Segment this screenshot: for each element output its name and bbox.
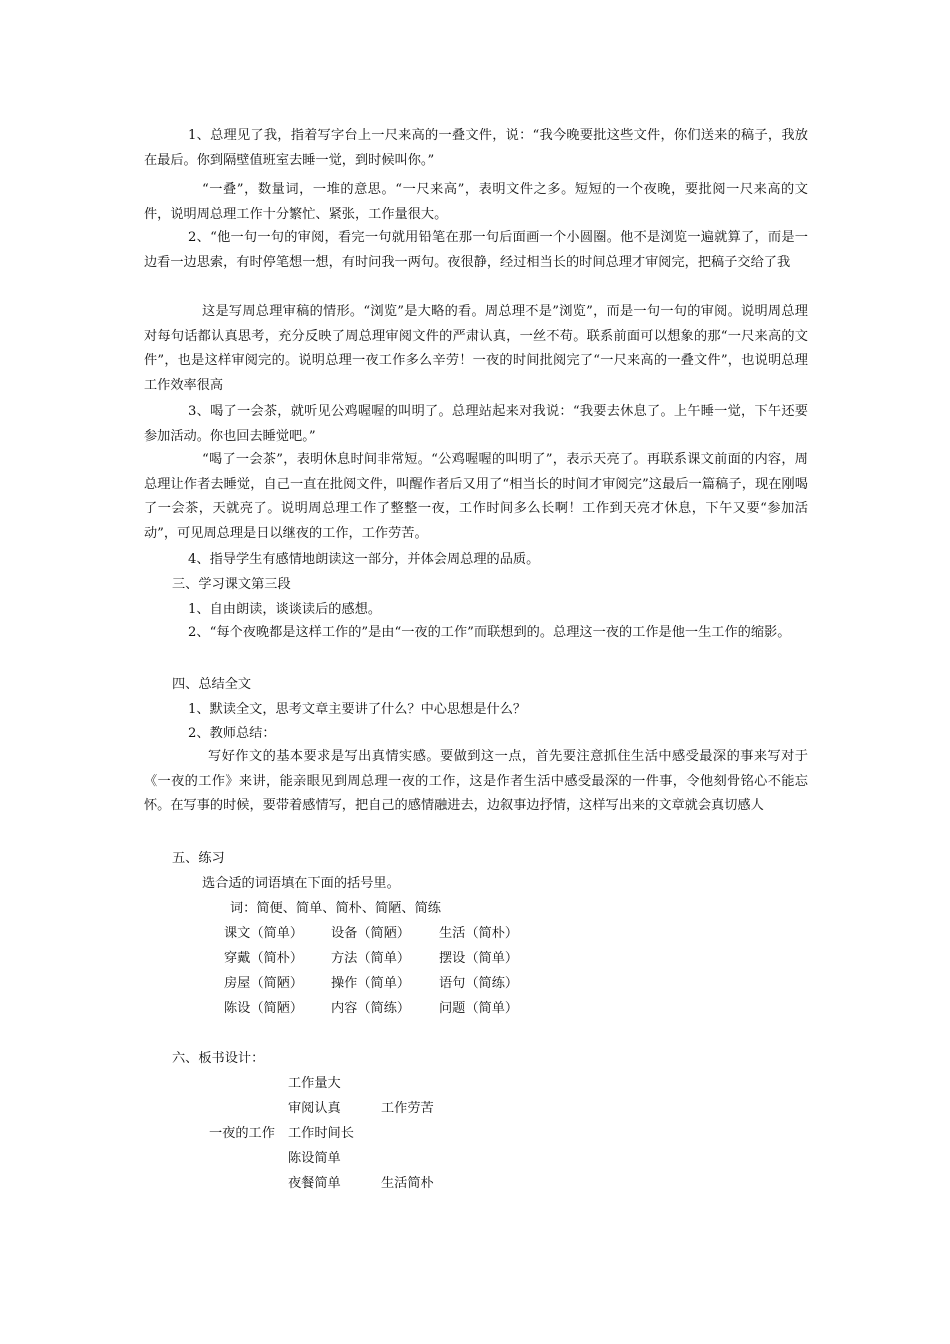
board-item: 陈设简单 bbox=[288, 1151, 341, 1166]
paragraph-point-3: 3、喝了一会茶，就听见公鸡喔喔的叫明了。总理站起来对我说：“我要去休息了。上午睡一觉，下午还要参加活动。你也回去睡觉吧。” bbox=[144, 404, 808, 444]
paragraph-point-1: 1、总理见了我，指着写字台上一尺来高的一叠文件，说：“我今晚要批这些文件，你们送来的稿子，我放在最后。你到隔壁值班室去睡一觉，到时候叫你。” bbox=[144, 128, 808, 168]
exercise-item: 方法（简单） bbox=[331, 951, 411, 966]
board-item: 工作量大 bbox=[288, 1076, 341, 1091]
paragraph-point-2: 2、“他一句一句的审阅，看完一句就用铅笔在那一句后面画一个小圆圈。他不是浏览一遍就算了，而是一边看一边思索，有时停笔想一想，有时问我一两句。夜很静，经过相当长的时间总理才审阅完，把稿子交给了我 bbox=[144, 230, 808, 270]
exercise-item: 操作（简单） bbox=[331, 976, 411, 991]
list-item: 2、教师总结： bbox=[188, 726, 276, 741]
board-item: 审阅认真 bbox=[288, 1101, 341, 1116]
exercise-item: 设备（简陋） bbox=[331, 926, 411, 941]
board-item: 工作时间长 bbox=[288, 1126, 354, 1141]
section-heading-6: 六、板书设计： bbox=[172, 1051, 265, 1066]
exercise-item: 陈设（简陋） bbox=[224, 1001, 304, 1016]
paragraph-teacher-summary: 写好作文的基本要求是写出真情实感。要做到这一点，首先要注意抓住生活中感受最深的事来写对于《一夜的工作》来讲，能亲眼见到周总理一夜的工作，这是作者生活中感受最深的一件事，令他刻骨铭心不能忘怀。在写事的时候，要带着感情写，把自己的感情融进去，边叙事边抒情，这样写出来的文章就会真切感人 bbox=[144, 749, 808, 814]
board-item: 生活简朴 bbox=[381, 1176, 434, 1191]
paragraph-analysis-2: 这是写周总理审稿的情形。“浏览”是大略的看。周总理不是”浏览”，而是一句一句的审阅。说明周总理对每句话都认真思考，充分反映了周总理审阅文件的严肃认真，一丝不苟。联系前面可以想象的那“一尺来高的文件”，也是这样审阅完的。说明总理一夜工作多么辛劳！一夜的时间批阅完了“一尺来高的一叠文件”，也说明总理工作效率很高 bbox=[144, 304, 808, 393]
board-item: 夜餐简单 bbox=[288, 1176, 341, 1191]
section-heading-4: 四、总结全文 bbox=[172, 677, 252, 692]
paragraph-analysis-1: “一叠”，数量词，一堆的意思。“一尺来高”，表明文件之多。短短的一个夜晚，要批阅一尺来高的文件，说明周总理工作十分繁忙、紧张，工作量很大。 bbox=[144, 182, 808, 222]
list-item: 1、默读全文，思考文章主要讲了什么？中心思想是什么？ bbox=[188, 702, 527, 717]
exercise-item: 课文（简单） bbox=[224, 926, 304, 941]
paragraph-point-4: 4、指导学生有感情地朗读这一部分，并体会周总理的品质。 bbox=[188, 552, 540, 567]
board-item: 工作劳苦 bbox=[381, 1101, 434, 1116]
section-heading-3: 三、学习课文第三段 bbox=[172, 577, 291, 592]
exercise-word-bank: 词：简便、简单、简朴、简陋、简练 bbox=[230, 901, 441, 916]
list-item: 1、自由朗读，谈谈读后的感想。 bbox=[188, 602, 382, 617]
exercise-item: 内容（简练） bbox=[331, 1001, 411, 1016]
section-heading-5: 五、练习 bbox=[172, 851, 225, 866]
paragraph-analysis-3: “喝了一会茶”，表明休息时间非常短。“公鸡喔喔的叫明了”，表示天亮了。再联系课文前面的内容，周总理让作者去睡觉，自己一直在批阅文件，叫醒作者后又用了“相当长的时间才审阅完”这最后一篇稿子，现在刚喝了一会茶，天就亮了。说明周总理工作了整整一夜，工作时间多么长啊！工作到天亮才休息，下午又要“参加活动”，可见周总理是日以继夜的工作，工作劳苦。 bbox=[144, 452, 808, 541]
paragraph-point-s3-2: 2、“每个夜晚都是这样工作的”是由“一夜的工作”而联想到的。总理这一夜的工作是他一生工作的缩影。 bbox=[188, 625, 791, 640]
exercise-item: 摆设（简单） bbox=[439, 951, 519, 966]
exercise-instruction: 选合适的词语填在下面的括号里。 bbox=[202, 876, 400, 891]
exercise-item: 问题（简单） bbox=[439, 1001, 519, 1016]
board-title: 一夜的工作 bbox=[209, 1126, 275, 1141]
exercise-item: 生活（简朴） bbox=[439, 926, 519, 941]
exercise-item: 穿戴（简朴） bbox=[224, 951, 304, 966]
exercise-item: 房屋（简陋） bbox=[224, 976, 304, 991]
exercise-item: 语句（简练） bbox=[439, 976, 519, 991]
